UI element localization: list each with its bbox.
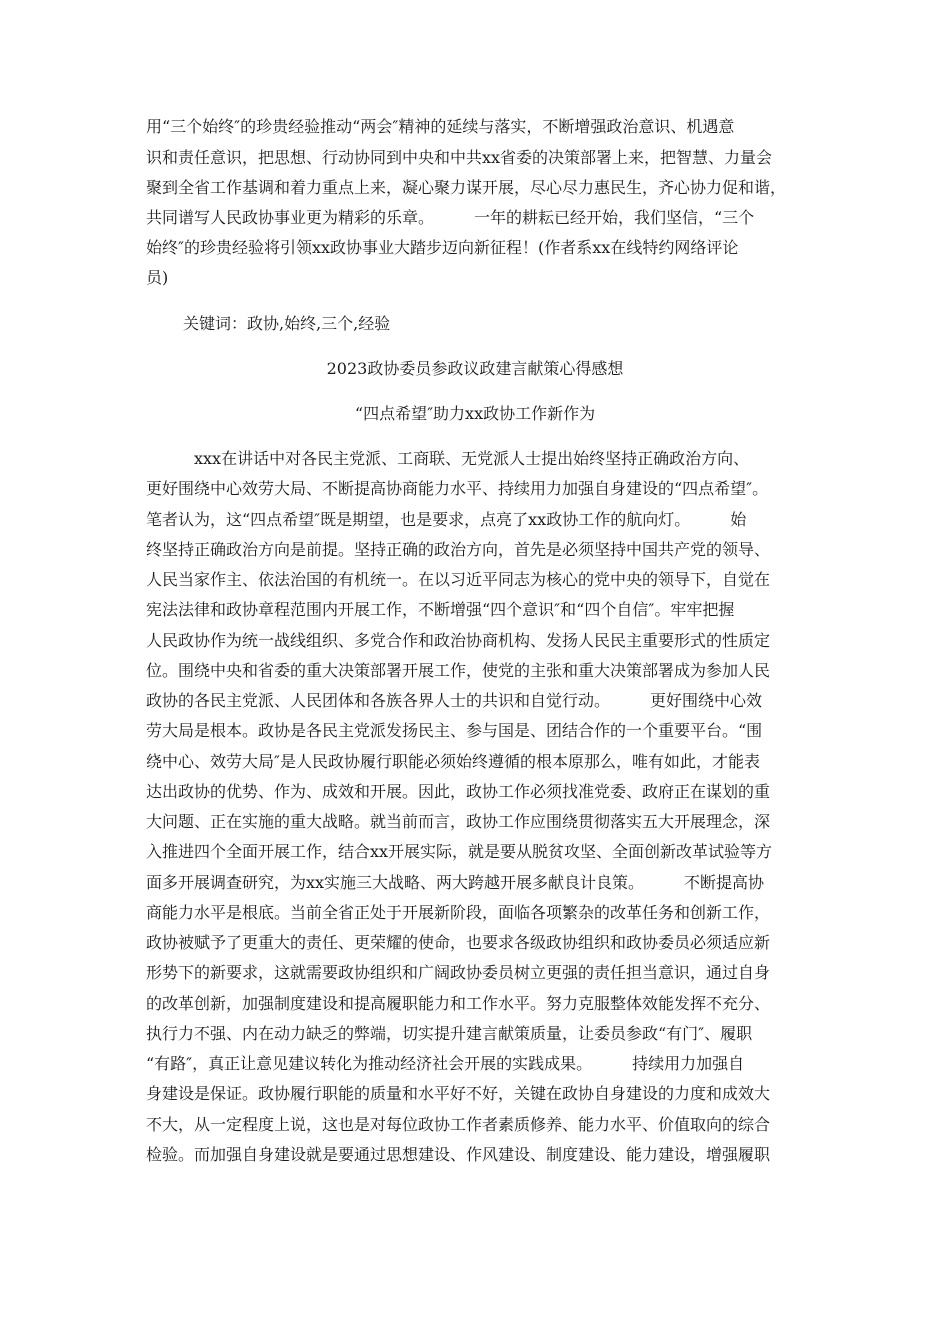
body-line: 人民当家作主、依法治国的有机统一。在以习近平同志为核心的党中央的领导下，自觉在 — [146, 570, 771, 589]
keywords: 关键词：政协,始终,三个,经验 — [183, 314, 391, 333]
body-line: 劳大局是根本。政协是各民主党派发扬民主、参与国是、团结合作的一个重要平台。“围 — [146, 721, 763, 740]
body-line: 检验。而加强自身建设就是要通过思想建设、作风建设、制度建设、能力建设，增强履职 — [146, 1145, 771, 1164]
intro-line: 始终″的珍贵经验将引领xx政协事业大踏步迈向新征程！(作者系xx在线特约网络评论 — [146, 238, 739, 257]
intro-line: 员) — [146, 268, 169, 287]
body-line: 笔者认为，这“四点希望″既是期望，也是要求，点亮了xx政协工作的航向灯。 始 — [146, 510, 747, 529]
body-line: 入推进四个全面开展工作，结合xx开展实际，就是要从脱贫攻坚、全面创新改革试验等方 — [146, 842, 773, 861]
document-title: 2023政协委员参政议政建言献策心得感想 — [326, 359, 624, 378]
body-line: 政协被赋予了更重大的责任、更荣耀的使命，也要求各级政协组织和政协委员必须适应新 — [146, 933, 771, 952]
body-line: 人民政协作为统一战线组织、多党合作和政治协商机构、发扬人民民主重要形式的性质定 — [146, 631, 771, 650]
body-line: 形势下的新要求，这就需要政协组织和广阔政协委员树立更强的责任担当意识，通过自身 — [146, 963, 771, 982]
body-line: 绕中心、效劳大局″是人民政协履行职能必须始终遵循的根本原那么，唯有如此，才能表 — [146, 752, 760, 771]
body-line: 身建设是保证。政协履行职能的质量和水平好不好，关键在政协自身建设的力度和成效大 — [146, 1084, 771, 1103]
body-line: 面多开展调查研究，为xx实施三大战略、两大跨越开展多献良计良策。 不断提高协 — [146, 873, 765, 892]
intro-line: 用“三个始终″的珍贵经验推动“两会″精神的延续与落实，不断增强政治意识、机遇意 — [146, 117, 735, 136]
body-line: 大问题、正在实施的重大战略。就当前而言，政协工作应围绕贯彻落实五大开展理念，深 — [146, 812, 771, 831]
body-line: 不大，从一定程度上说，这也是对每位政协工作者素质修养、能力水平、价值取向的综合 — [146, 1115, 771, 1134]
body-line: 达出政协的优势、作为、成效和开展。因此，政协工作必须找准党委、政府正在谋划的重 — [146, 782, 771, 801]
body-line: 政协的各民主党派、人民团体和各族各界人士的共识和自觉行动。 更好围绕中心效 — [146, 691, 763, 710]
intro-line: 识和责任意识，把思想、行动协同到中央和中共xx省委的决策部署上来，把智慧、力量会 — [146, 148, 773, 167]
body-line: 终坚持正确政治方向是前提。坚持正确的政治方向，首先是必须坚持中国共产党的领导、 — [146, 540, 771, 559]
intro-line: 共同谱写人民政协事业更为精彩的乐章。 一年的耕耘已经开始，我们坚信，“三个 — [146, 208, 755, 227]
body-line: 执行力不强、内在动力缺乏的弊端，切实提升建言献策质量，让委员参政“有门″、履职 — [146, 1024, 753, 1043]
body-line: 商能力水平是根底。当前全省正处于开展新阶段，面临各项繁杂的改革任务和创新工作， — [146, 903, 771, 922]
body-line: xxx在讲话中对各民主党派、工商联、无党派人士提出始终坚持正确政治方向、 — [146, 449, 750, 468]
document-subtitle: “四点希望″助力xx政协工作新作为 — [354, 404, 596, 423]
body-line: “有路″，真正让意见建议转化为推动经济社会开展的实践成果。 持续用力加强自 — [146, 1054, 745, 1073]
body-line: 位。围绕中央和省委的重大决策部署开展工作，使党的主张和重大决策部署成为参加人民 — [146, 661, 771, 680]
body-line: 更好围绕中心效劳大局、不断提高协商能力水平、持续用力加强自身建设的“四点希望″。 — [146, 479, 769, 498]
intro-line: 聚到全省工作基调和着力重点上来，凝心聚力谋开展，尽心尽力惠民生，齐心协力促和谐， — [146, 178, 787, 197]
body-line: 的改革创新，加强制度建设和提高履职能力和工作水平。努力克服整体效能发挥不充分、 — [146, 994, 771, 1013]
body-line: 宪法法律和政协章程范围内开展工作，不断增强“四个意识″和“四个自信″。牢牢把握 — [146, 600, 735, 619]
